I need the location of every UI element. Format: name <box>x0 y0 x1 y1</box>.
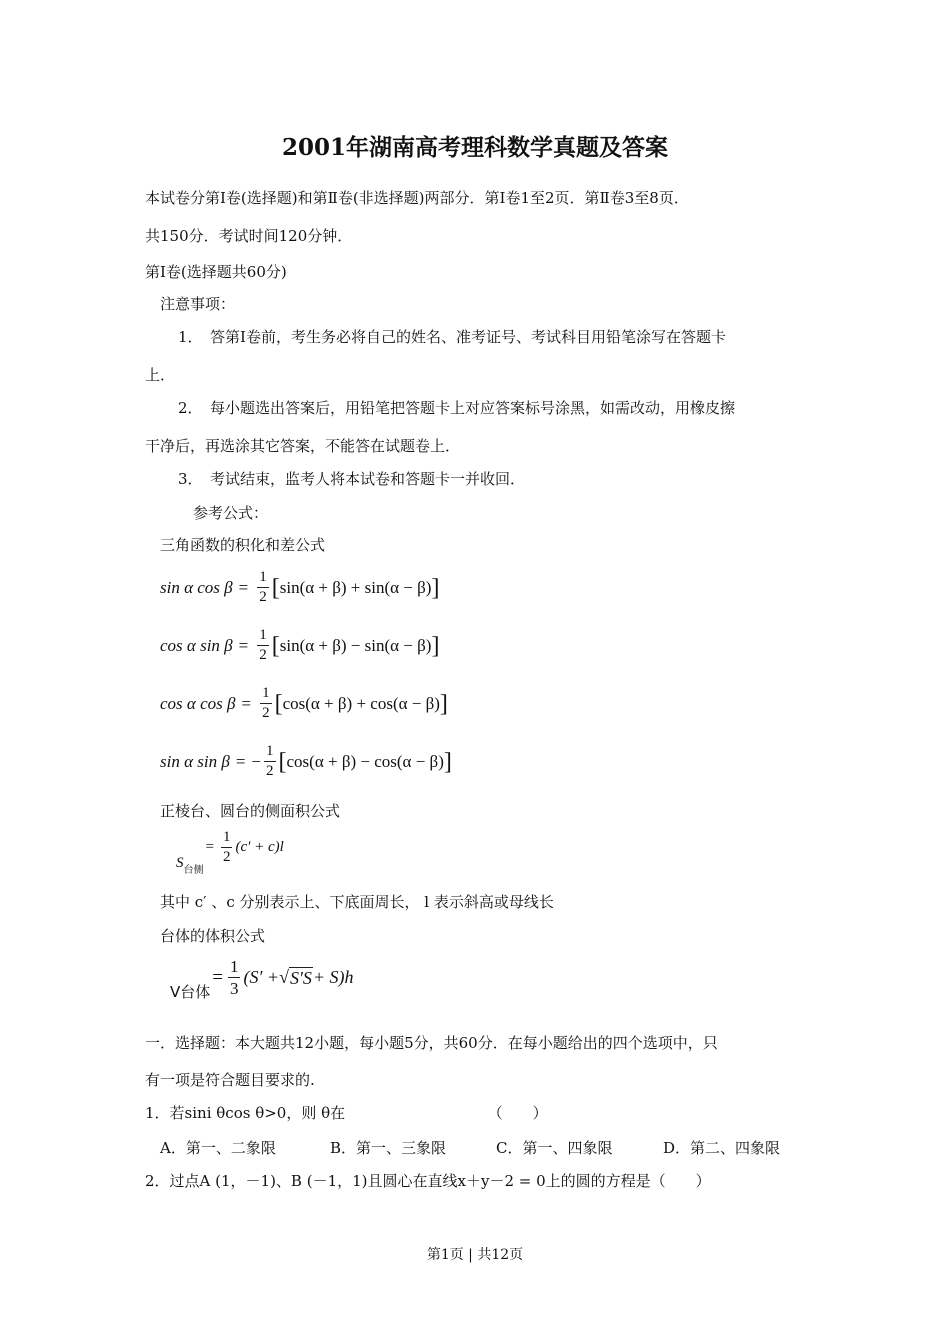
section1-line-1: 一．选择题：本大题共12小题，每小题5分，共60分．在每小题给出的四个选项中，只 <box>145 1034 718 1052</box>
trig-formula-1: sin α cos β = $\frac{1}{2}$ [ sin(α + β) + sin(α − β) ] <box>160 569 440 605</box>
volume-post: + S)h <box>312 967 354 987</box>
formula-lhs: sin α cos β <box>160 577 233 597</box>
trig-formula-2: cos α sin β = $\frac{1}{2}$ [ sin(α + β) − sin(α − β) ] <box>160 627 440 663</box>
frustum-heading: 正棱台、圆台的侧面积公式 <box>160 802 341 820</box>
frustum-formula: $S_{台侧}$ = $\frac{1}{2}$ (c′ + c)l <box>176 829 284 876</box>
fraction-numerator: 1 <box>264 744 276 762</box>
formula-bracket-content: cos(α + β) − cos(α − β) <box>286 751 444 771</box>
section1-line-2: 有一项是符合题目要求的. <box>145 1071 315 1089</box>
equals-sign: = <box>238 577 249 597</box>
note-1-line-2: 上． <box>145 366 176 384</box>
frustum-note: 其中 c′ 、c 分别表示上、下底面周长， l 表示斜高或母线长 <box>160 893 554 911</box>
fraction-denominator: 2 <box>266 763 274 779</box>
volume-lhs: V台体 <box>170 983 211 1001</box>
document-title: 2001年湖南高考理科数学真题及答案 <box>281 134 668 161</box>
volume-heading: 台体的体积公式 <box>160 927 266 945</box>
equals-sign: = <box>235 751 246 771</box>
question-1: 1．若sini θcos θ>0，则 θ在 （ ） <box>145 1104 548 1122</box>
fraction-denominator: 2 <box>259 647 267 663</box>
formula-lhs: cos α sin β <box>160 635 233 655</box>
formulas-heading: 参考公式： <box>193 504 269 522</box>
note-1-line-1: 1． 答第Ⅰ卷前，考生务必将自己的姓名、准考证号、考试科目用铅笔涂写在答题卡 <box>178 328 726 346</box>
formula-outer-sign: − <box>251 751 262 771</box>
fraction-third <box>228 958 241 997</box>
formula-bracket-content: cos(α + β) + cos(α − β) <box>282 693 440 713</box>
part1-heading: 第Ⅰ卷(选择题共60分) <box>145 263 287 281</box>
note-2-line-2: 干净后，再选涂其它答案，不能答在试题卷上． <box>145 437 461 455</box>
fraction-half <box>221 830 233 865</box>
question-2: 2．过点A (1，－1)、B (－1，1)且圆心在直线x＋y－2 = 0上的圆的方程是（ ） <box>145 1172 711 1190</box>
fraction-half <box>260 686 272 721</box>
formula-bracket-content: sin(α + β) + sin(α − β) <box>279 577 432 597</box>
formula-lhs: cos α cos β <box>160 693 236 713</box>
question-1-option-b: B．第一、三象限 <box>330 1139 447 1157</box>
question-1-option-c: C．第一、四象限 <box>496 1139 613 1157</box>
fraction-numerator: 1 <box>257 570 269 588</box>
trig-heading: 三角函数的积化和差公式 <box>160 536 326 554</box>
formula-lhs: sin α sin β <box>160 751 230 771</box>
frustum-rhs: (c′ + c)l <box>235 839 284 855</box>
volume-sqrt: S′S <box>289 967 312 988</box>
fraction-numerator: 1 <box>257 628 269 646</box>
note-3: 3． 考试结束，监考人将本试卷和答题卡一并收回． <box>178 470 526 488</box>
fraction-numerator: 1 <box>260 686 272 704</box>
trig-formula-4: sin α sin β = − $\frac{1}{2}$ [ cos(α + β) − cos(α − β) ] <box>160 743 452 779</box>
frustum-subscript: 台侧 <box>183 865 204 876</box>
trig-formula-3: cos α cos β = $\frac{1}{2}$ [ cos(α + β) + cos(α − β) ] <box>160 685 448 721</box>
intro-line-1: 本试卷分第Ⅰ卷(选择题)和第Ⅱ卷(非选择题)两部分．第Ⅰ卷1至2页．第Ⅱ卷3至8页． <box>145 189 689 207</box>
frustum-S: S <box>176 855 184 871</box>
fraction-denominator: 2 <box>259 589 267 605</box>
page-footer: 第1页 | 共12页 <box>426 1247 524 1263</box>
fraction-numerator: 1 <box>221 830 233 848</box>
volume-pre: (S′ + <box>243 967 280 987</box>
question-1-option-d: D．第二、四象限 <box>663 1139 781 1157</box>
equals-sign: = <box>238 635 249 655</box>
notes-heading: 注意事项： <box>160 295 236 313</box>
equals-sign: = <box>241 693 252 713</box>
intro-line-2: 共150分．考试时间120分钟． <box>145 227 353 245</box>
formula-bracket-content: sin(α + β) − sin(α − β) <box>279 635 432 655</box>
fraction-half <box>257 570 269 605</box>
volume-formula: V台体 = $\frac{1}{3}$ (S′ + √ S′S + S)h <box>170 957 354 1001</box>
fraction-numerator: 1 <box>229 957 239 976</box>
fraction-half <box>257 628 269 663</box>
fraction-half <box>264 744 276 779</box>
fraction-denominator: 2 <box>262 705 270 721</box>
note-2-line-1: 2． 每小题选出答案后，用铅笔把答题卡上对应答案标号涂黑，如需改动，用橡皮擦 <box>178 399 736 417</box>
fraction-denominator: 2 <box>222 849 231 865</box>
question-1-option-a: A．第一、二象限 <box>160 1139 276 1157</box>
fraction-denominator: 3 <box>229 979 239 998</box>
